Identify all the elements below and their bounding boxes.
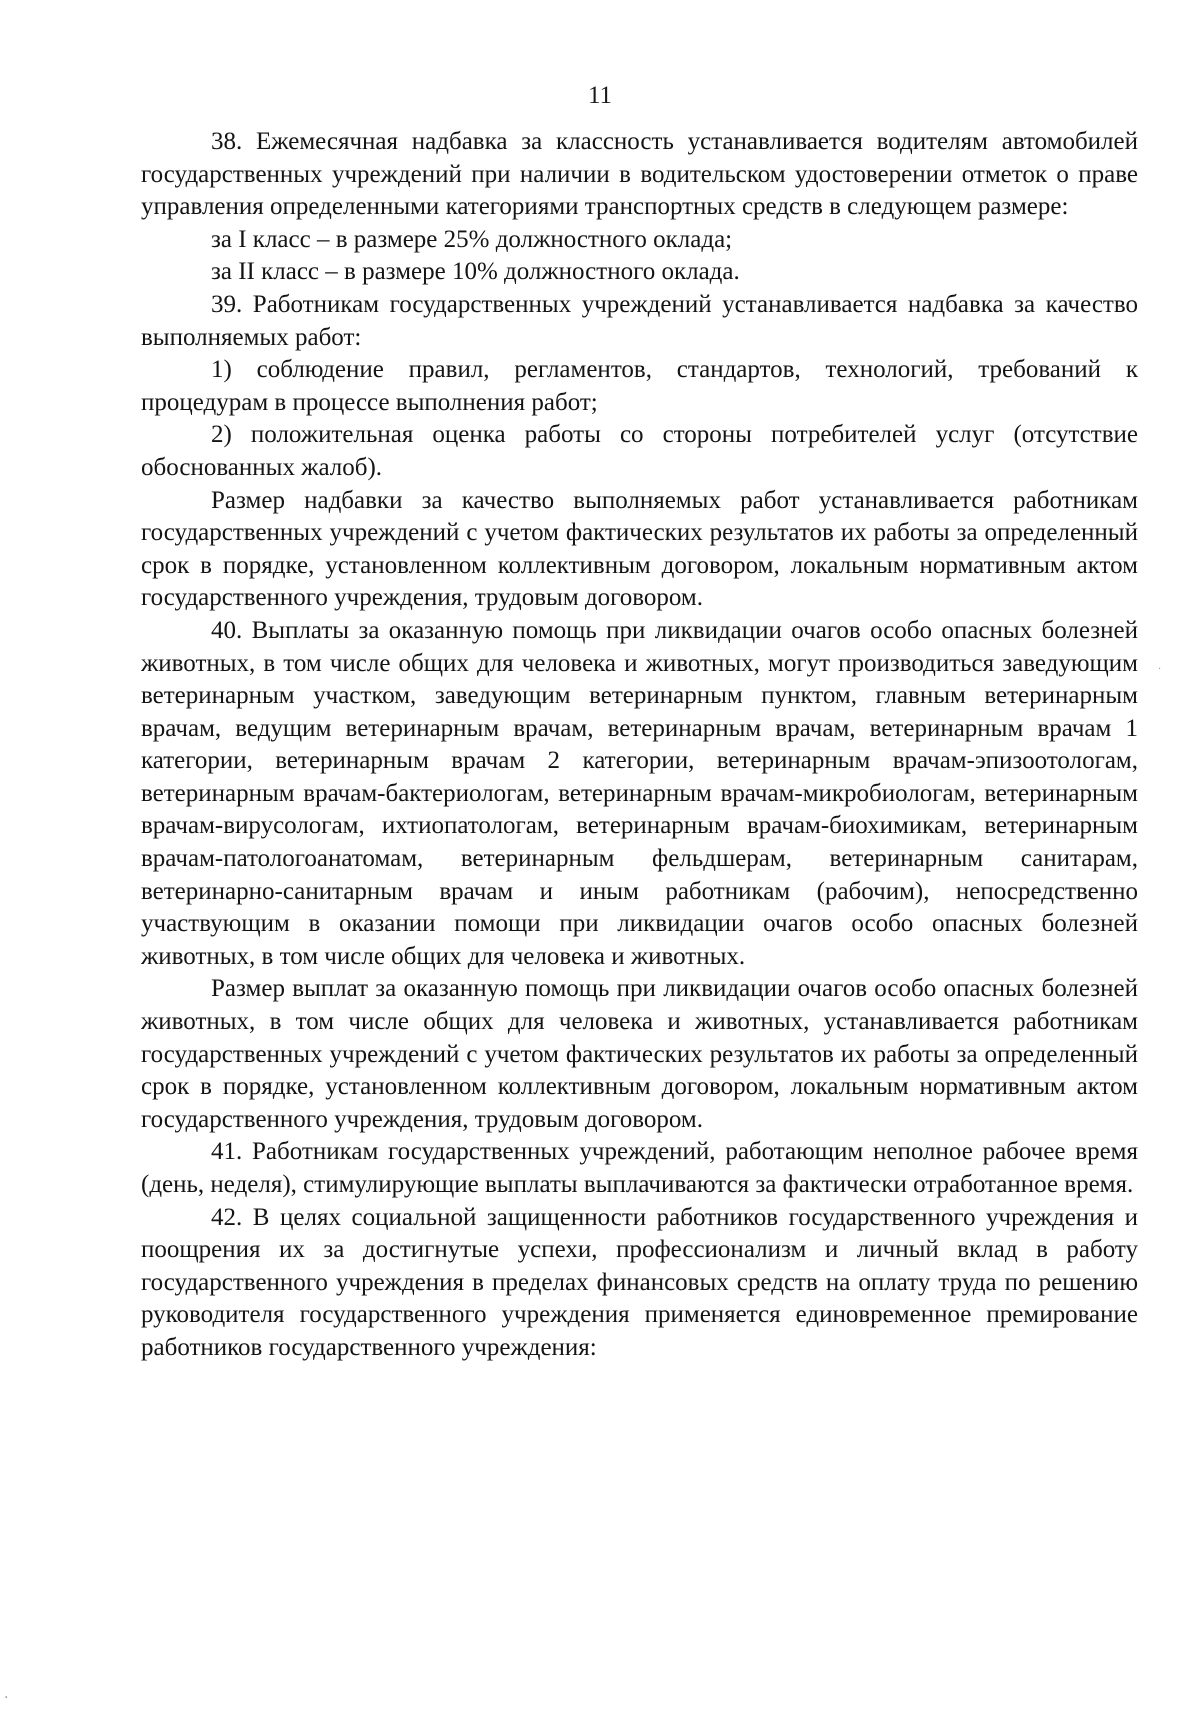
paragraph-class-2: за II класс – в размере 10% должностного оклада. bbox=[211, 258, 740, 286]
paragraph-39-bonus-size: Размер надбавки за качество выполняемых работ устанавливается работникам государственных учреждений с учетом фактических результатов их работы за определенный срок в порядке, установленном коллективным договором, локальным нормативным актом государственного учреждения, трудовым договором. bbox=[141, 486, 1138, 612]
scan-dot-mark: · bbox=[1158, 664, 1162, 675]
document-body bbox=[141, 126, 1138, 1365]
scan-corner-mark: · bbox=[4, 1690, 9, 1706]
paragraph-39: 39. Работникам государственных учреждений устанавливается надбавка за качество выполняемых работ: bbox=[141, 290, 1138, 351]
page-number: 11 bbox=[587, 82, 613, 109]
paragraph-40-payment-size: Размер выплат за оказанную помощь при ликвидации очагов особо опасных болезней животных, в том числе общих для человека и животных, устанавливается работникам государственных учреждений с учетом фактических результатов их работы за определенный срок в порядке, установленном коллективным договором, локальным нормативным актом государственного учреждения, трудовым договором. bbox=[141, 975, 1138, 1133]
paragraph-39-item-2: 2) положительная оценка работы со стороны потребителей услуг (отсутствие обоснованных жалоб). bbox=[141, 421, 1138, 481]
paragraph-41: 41. Работникам государственных учреждений, работающим неполное рабочее время (день, неделя), стимулирующие выплаты выплачиваются за фактически отработанное время. bbox=[141, 1138, 1138, 1198]
paragraph-39-item-1: 1) соблюдение правил, регламентов, стандартов, технологий, требований к процедурам в процессе выполнения работ; bbox=[141, 356, 1138, 416]
paragraph-40: 40. Выплаты за оказанную помощь при ликвидации очагов особо опасных болезней животных, в том числе общих для человека и животных, могут производиться заведующим ветеринарным участком, заведующим ветеринарным пунктом, главным ветеринарным врачам, ведущим ветеринарным врачам, ветеринарным врачам, ветеринарным врачам 1 категории, ветеринарным врачам 2 категории, ветеринарным врачам-эпизоотологам, ветеринарным врачам-бактериологам, ветеринарным врачам-микробиологам, ветеринарным врачам-вирусологам, ихтиопатологам, ветеринарным врачам-биохимикам, ветеринарным врачам-патологоанатомам, ветеринарным фельдшерам, ветеринарным санитарам, ветеринарно-санитарным врачам и иным работникам (рабочим), непосредственно участвующим в оказании помощи при ликвидации очагов особо опасных болезней животных, в том числе общих для человека и животных. bbox=[141, 616, 1138, 970]
paragraph-42: 42. В целях социальной защищенности работников государственного учреждения и поощрения их за достигнутые успехи, профессионализм и личный вклад в работу государственного учреждения в пределах финансовых средств на оплату труда по решению руководителя государственного учреждения применяется единовременное премирование работников государственного учреждения: bbox=[141, 1203, 1138, 1361]
paragraph-class-1: за I класс – в размере 25% должностного оклада; bbox=[211, 225, 733, 253]
paragraph-38: 38. Ежемесячная надбавка за классность устанавливается водителям автомобилей государственных учреждений при наличии в водительском удостоверении отметок о праве управления определенными категориями транспортных средств в следующем размере: bbox=[141, 128, 1138, 221]
